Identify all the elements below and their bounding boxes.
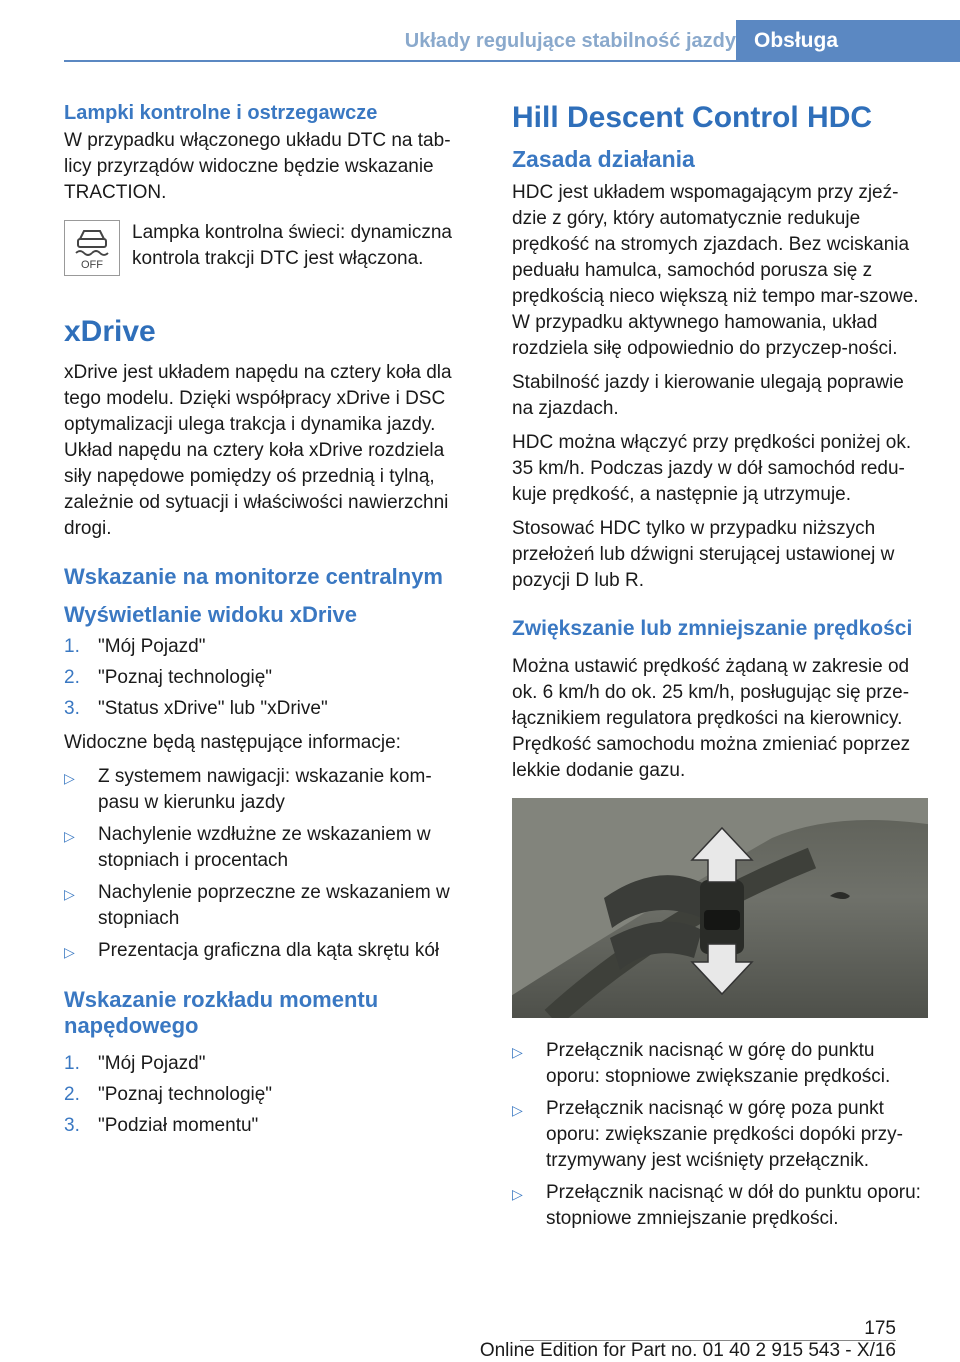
hdc-paragraph-4: Stosować HDC tylko w przypadku niższych przełożeń lub dźwigni sterującej ustawionej w pozycji D lub R. — [512, 518, 895, 591]
bullet-icon: ▷ — [64, 886, 75, 902]
hdc-paragraph-3: HDC można włączyć przy prędkości poniżej ok. 35 km/h. Podczas jazdy w dół samochód redu‐kuje prędkość, a następnie ją utrzymuje. — [512, 432, 912, 505]
bullet-icon: ▷ — [512, 1102, 523, 1118]
header-chapter-tab: Obsługa — [736, 20, 960, 62]
hdc-paragraph-2: Stabilność jazdy i kierowanie ulegają poprawie na zjazdach. — [512, 372, 904, 419]
bullet-icon: ▷ — [512, 1044, 523, 1060]
lamp-icon-label: OFF — [81, 259, 103, 271]
view-heading: Wyświetlanie widoku xDrive — [64, 602, 358, 627]
list-item: 1. "Mój Pojazd" — [64, 636, 206, 657]
steering-wheel-switch-illustration — [512, 798, 928, 1018]
hdc-heading: Hill Descent Control HDC — [512, 101, 873, 134]
bullet-icon: ▷ — [512, 1186, 523, 1202]
bullet-icon: ▷ — [64, 828, 75, 844]
torque-heading: Wskazanie rozkładu momentu napędowego — [64, 987, 379, 1038]
monitor-heading: Wskazanie na monitorze centralnym — [64, 564, 443, 589]
list-item: ▷ Nachylenie wzdłużne ze wskazaniem w stopniach i procentach — [64, 822, 468, 874]
list-item: ▷ Przełącznik nacisnąć w dół do punktu oporu: stopniowe zmniejszanie prędkości. — [512, 1180, 930, 1232]
lamps-text: W przypadku włączonego układu DTC na tab‐licy przyrządów widoczne będzie wskazanie TRACTION. — [64, 130, 451, 203]
car-skid-icon — [70, 225, 114, 271]
xdrive-text: xDrive jest układem napędu na cztery koła dla tego modelu. Dzięki współpracy xDrive i DSC optymalizacji ulega trakcja i dynamika jazdy. Układ napędu na cztery koła xDrive rozdziela siły napędowe pomiędzy oś przednią i tylną, zależnie od sytuacji i właściwości nawierzchni drogi. — [64, 362, 452, 539]
list-item: ▷ Nachylenie poprzeczne ze wskazaniem w stopniach — [64, 880, 468, 932]
speed-heading: Zwiększanie lub zmniejszanie prędkości — [512, 617, 913, 640]
list-item: ▷ Z systemem nawigacji: wskazanie kom‐pasu w kierunku jazdy — [64, 764, 468, 816]
list-item: 2. "Poznaj technologię" — [64, 667, 273, 688]
list-item: 3. "Podział momentu" — [64, 1115, 259, 1136]
list-item: ▷ Przełącznik nacisnąć w górę poza punkt oporu: zwiększanie prędkości dopóki przy‐trzymywany jest wciśnięty przełącznik. — [512, 1096, 930, 1174]
list-item: 3. "Status xDrive" lub "xDrive" — [64, 698, 328, 719]
bullet-icon: ▷ — [64, 770, 75, 786]
list-item: 1. "Mój Pojazd" — [64, 1053, 206, 1074]
lamps-heading: Lampki kontrolne i ostrzegawcze — [64, 102, 378, 124]
bullet-icon: ▷ — [64, 944, 75, 960]
speed-paragraph: Można ustawić prędkość żądaną w zakresie od ok. 6 km/h do ok. 25 km/h, posługując się prze‐łącznikiem regulatora prędkości na kierownicy. Prędkość samochodu można zmieniać poprzez lekkie dodanie gazu. — [512, 656, 911, 781]
list-item: 2. "Poznaj technologię" — [64, 1084, 273, 1105]
steering-switch-photo — [512, 798, 928, 1018]
principle-heading: Zasada działania — [512, 146, 695, 172]
hdc-paragraph-1: HDC jest układem wspomagającym przy zjeź‐dzie z góry, który automatycznie redukuje prędkość na stromych zjazdach. Bez wciskania peduału hamulca, samochód porusza się z prędkością nieco większą niż tempo mar‐szowe. W przypadku aktywnego hamowania, układ rozdziela siłę odpowiednio do przyczep‐ności. — [512, 182, 919, 359]
page-number: 175 — [864, 1318, 896, 1339]
edition-note: Online Edition for Part no. 01 40 2 915 543 - X/16 — [479, 1340, 896, 1361]
visible-info-text: Widoczne będą następujące informacje: — [64, 732, 401, 753]
left-column — [64, 100, 468, 1147]
info-list — [64, 764, 468, 965]
page-header — [0, 0, 960, 62]
list-item: ▷ Prezentacja graficzna dla kąta skrętu kół — [64, 938, 468, 965]
right-column — [512, 100, 930, 1240]
lamp-row — [64, 220, 468, 276]
header-section-title: Układy regulujące stabilność jazdy — [404, 30, 736, 52]
list-item: ▷ Przełącznik nacisnąć w górę do punktu oporu: stopniowe zwiększanie prędkości. — [512, 1038, 930, 1090]
torque-steps-list — [64, 1051, 468, 1139]
xdrive-heading: xDrive — [64, 315, 156, 348]
header-divider — [64, 60, 960, 62]
view-steps-list — [64, 634, 468, 722]
lamp-description: Lampka kontrolna świeci: dynamiczna kontrola trakcji DTC jest włączona. — [132, 222, 452, 269]
dtc-off-icon — [64, 220, 120, 276]
speed-list — [512, 1038, 930, 1232]
